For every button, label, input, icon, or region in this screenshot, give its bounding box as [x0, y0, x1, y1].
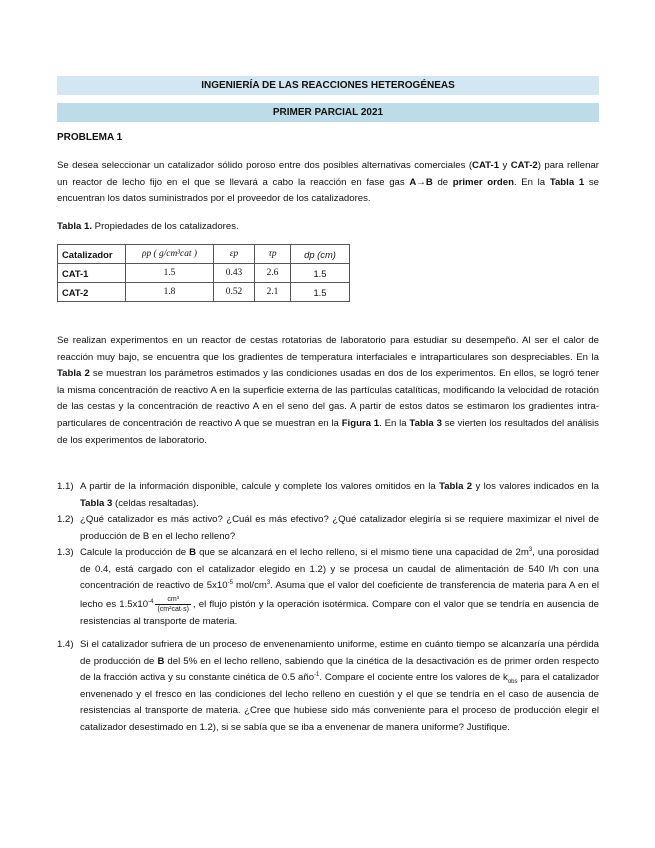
- question-1-2: 1.2) ¿Qué catalizador es más activo? ¿Cuál es más efectivo? ¿Qué catalizador elegiría si se requiere maximizar el nivel de producción de B en el lecho relleno?: [57, 514, 599, 542]
- table-cell: 2.6: [255, 264, 291, 283]
- table-row: [58, 264, 350, 283]
- table-row: [58, 283, 350, 302]
- problem-intro: Se desea seleccionar un catalizador sólido poroso entre dos posibles alternativas comerciales (CAT-1 y CAT-2) para rellenar un reactor de lecho fijo en el que se llevará a cabo la reacción en fase gas A→B de primer orden. En la Tabla 1 se encuentran los datos suministrados por el proveedor de los catalizadores.: [57, 160, 599, 205]
- header-cell: Catalizador: [58, 245, 126, 264]
- exam-title: PRIMER PARCIAL 2021: [272, 107, 384, 118]
- table-cell: 0.43: [214, 264, 255, 283]
- table-cell: 1.5: [126, 264, 214, 283]
- question-1-1: 1.1) A partir de la información disponible, calcule y complete los valores omitidos en la Tabla 2 y los valores indicados en la Tabla 3 (celdas resaltadas).: [57, 481, 599, 509]
- question-1-4: 1.4) Si el catalizador sufriera de un proceso de envenenamiento uniforme, estime en cuánto tiempo se alcanzaría una pérdida de producción de B del 5% en el lecho relleno, sabiendo que la cinética de la desactivación es de primer orden respecto de la fracción activa y su constante cinética de 0.5 año$^{-1}$. Compare el cociente entre los valores de $k_{obs}$ para el catalizador envenenado y el fresco en las condiciones del lecho relleno en cuestión y el que se tendría en el caso de ausencia de resistencias al transporte de materia. ¿Cree que hubiese sido más conveniente para el proceso de producción elegir el catalizador desestimado en 1.2), si se sabía que se iba a envenenar de manera uniforme? Justifique.: [57, 639, 600, 733]
- course-title: INGENIERÍA DE LAS REACCIONES HETEROGÉNEAS: [201, 80, 455, 91]
- table-cell: 2.1: [255, 283, 291, 302]
- table-header-row: [58, 245, 350, 264]
- header-cell: τp: [255, 245, 291, 264]
- header-cell: dp (cm): [291, 245, 350, 264]
- table-cell: 1.5: [291, 264, 350, 283]
- course-title-banner: [57, 76, 599, 95]
- table-cell: 0.52: [214, 283, 255, 302]
- experiments-paragraph: Se realizan experimentos en un reactor de cestas rotatorias de laboratorio para estudiar su desempeño. Al ser el calor de reacción muy bajo, se encuentra que los gradientes de temperatura interfaciales e intraparticulares son despreciables. En la Tabla 2 se muestran los parámetros estimados y las condiciones usadas en dos de los experimentos. En ellos, se logró tener la misma concentración de reactivo A en la superficie externa de las partículas catalíticas, modificando la velocidad de rotación de las cestas y la concentración de reactivo A en el seno del gas. A partir de estos datos se estimaron los gradientes intra-particulares de concentración de reactivo A que se muestran en la Figura 1. En la Tabla 3 se vierten los resultados del análisis de los experimentos de laboratorio.: [57, 335, 599, 446]
- table-cell: CAT-1: [58, 264, 126, 283]
- table-cell: CAT-2: [58, 283, 126, 302]
- problem-title: PROBLEMA 1: [57, 132, 123, 143]
- table1-caption: Tabla 1. Propiedades de los catalizadores.: [57, 221, 239, 232]
- header-cell: εp: [214, 245, 255, 264]
- catalyst-properties-table: [57, 244, 350, 302]
- mass-transfer-units-fraction: $\frac{\text{cm³}}{\text{(cm²cat·s)}}$: [157, 595, 189, 613]
- table-cell: 1.8: [126, 283, 214, 302]
- table-cell: 1.5: [291, 283, 350, 302]
- header-cell: ρp ( g/cm³cat ): [126, 245, 214, 264]
- question-1-3: 1.3) Calcule la producción de B que se alcanzará en el lecho relleno, si el mismo tiene una capacidad de $2m^3$, una porosidad de 0.4, está cargado con el catalizador elegido en 1.2) y se procesa un caudal de alimentación de 540 l/h con una concentración de reactivo de $5x10^{-5}$ mol/$cm^3$. Asuma que el valor del coeficiente de transferencia de materia para A en el lecho es $1.5x10^{-4}$ $\frac{\text{cm³}}{\text{(cm²cat·s)}}$ , el flujo pistón y la operación isotérmica. Compare con el valor que se tendría en ausencia de resistencias al transporte de materia.: [57, 546, 600, 627]
- exam-title-banner: [57, 103, 599, 122]
